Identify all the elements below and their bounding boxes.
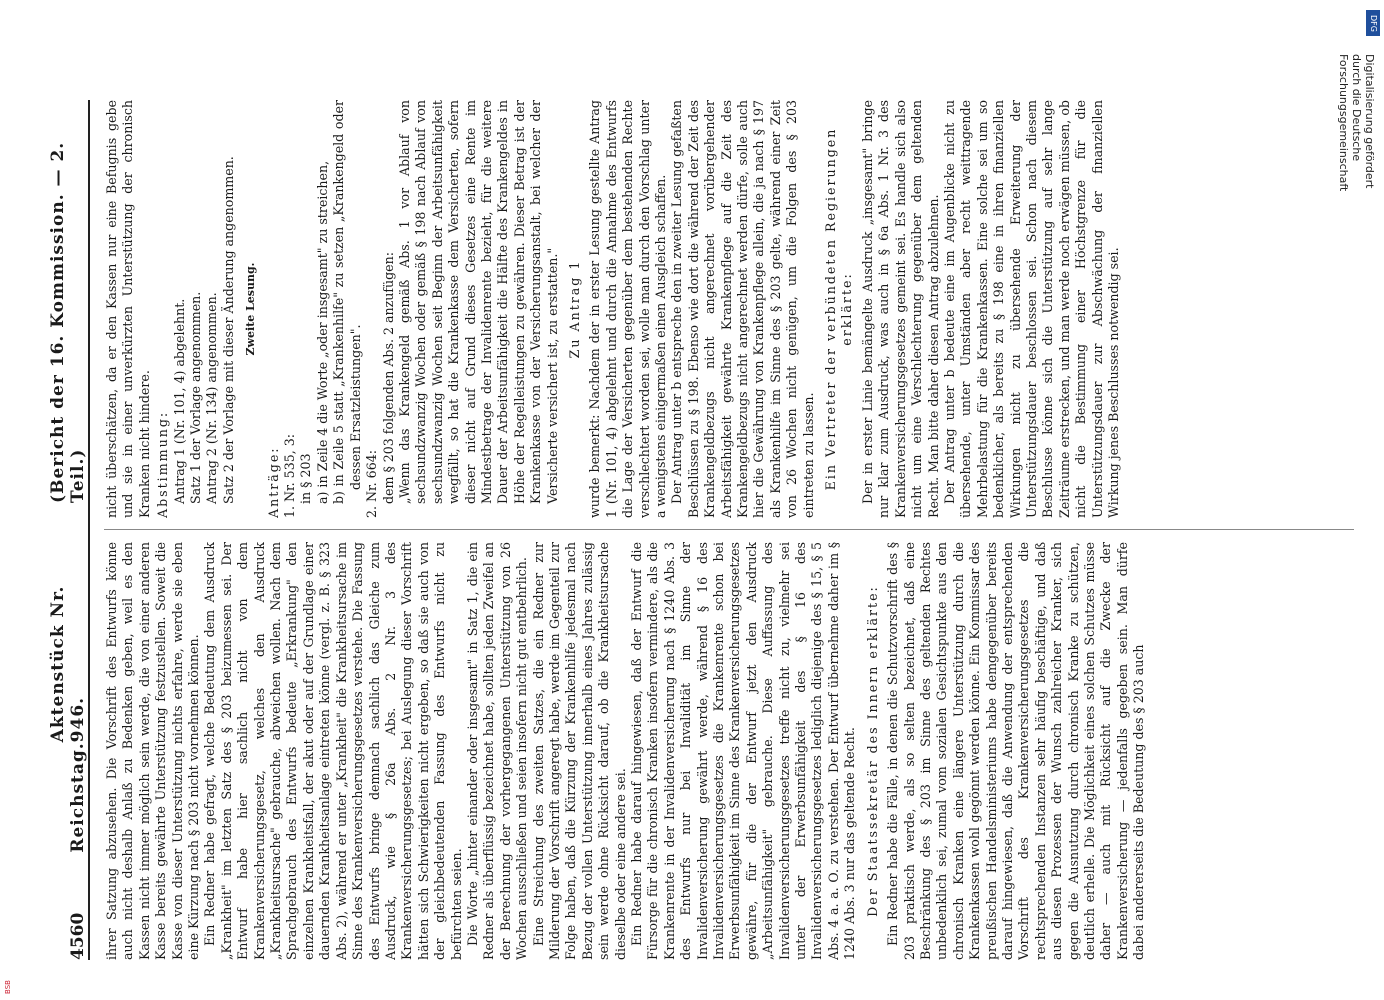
- vote-item: Satz 2 der Vorlage mit dieser Änderung angenommen.: [220, 156, 236, 504]
- vote-item: Antrag 1 (Nr. 101, 4) abgelehnt.: [171, 298, 187, 504]
- motion-item: b) in Zeile 5 statt „Krankenhilfe" zu setzen „Krankengeld oder dessen Ersatzleistungen".: [331, 100, 363, 504]
- paragraph: ihrer Satzung abzusehen. Die Vorschrift des Entwurfs könne auch nicht deshalb Anlaß zu Bedenken geben, weil es den Kassen nicht immer möglich sein werde, die von einer anderen Kasse bereits gewährte Unterstützung festzustellen. Soweit die Kasse von dieser Unterstützung nichts erfahre, werde sie eben eine Kürzung nach § 203 nicht vornehmen können.: [104, 542, 202, 960]
- section-heading: Zweite Lesung.: [244, 262, 258, 356]
- running-head-right: (Bericht der 16. Kommission. — 2. Teil.): [48, 141, 88, 503]
- paragraph: Ein Redner habe darauf hingewiesen, daß der Entwurf die Fürsorge für die chronisch Kranken insofern vermindere, als die Krankenrente in der Invalidenversicherung nach § 1240 Abs. 3 des Entwurfs nur bei Invalidität im Sinne der Invalidenversicherung gewährt werde, während § 16 des Invalidenversicherungsgesetzes die Krankenrente schon bei Erwerbsunfähigkeit im Sinne des Krankenversicherungsgesetzes gewähre, für die der Entwurf jetzt den Ausdruck „Arbeitsunfähigkeit" gebrauche. Diese Auffassung des Invalidenversicherungsgesetzes treffe nicht zu, vielmehr sei unter der Erwerbsunfähigkeit des § 16 des Invalidenversicherungsgesetzes lediglich diejenige des § 15, § 5 Abs. 4 a. a. O. zu verstehen. Der Entwurf übernehme daher im § 1240 Abs. 3 nur das geltende Recht.: [629, 542, 858, 960]
- paragraph: Eine Streichung des zweiten Satzes, die ein Redner zur Milderung der Vorschrift angeregt habe, werde im Gegenteil zur Folge haben, daß die Kürzung der Krankenhilfe jedesmal nach Bezug der vollen Unterstützung innerhalb eines Jahres zulässig sein werde ohne Rücksicht darauf, ob die Krankheitsursache dieselbe oder eine andere sei.: [530, 542, 628, 960]
- paragraph: Der Antrag unter b bedeute eine im Augenblicke nicht zu übersehende, unter Umständen aber recht weittragende Mehrbelastung für die Krankenkassen. Eine solche sei um so bedenklicher, als bereits zu § 198 eine in ihren finanziellen Wirkungen nicht zu übersehende Erweiterung der Unterstützungsdauer beschlossen sei. Schon nach diesem Beschlusse könne sich die Unterstützung auf sehr lange Zeiträume erstrecken, und man werde noch erwägen müssen, ob nicht die Bestimmung einer Höchstgrenze für die Unterstützungsdauer zur Abschwächung der finanziellen Wirkung jenes Beschlusses notwendig sei.: [941, 100, 1121, 518]
- section-heading: Ein Vertreter der verbündeten Regierungen erklärte:: [823, 127, 855, 491]
- section-heading: Zu Antrag 1: [566, 259, 582, 359]
- credit-text: Digitalisierung gefördert durch die Deutsche Forschungsgemeinschaft: [1337, 54, 1376, 192]
- paragraph: Ein Redner habe die Fälle, in denen die Schutzvorschrift des § 203 praktisch werde, als so selten bezeichnet, daß eine Beschränkung des § 203 im Sinne des geltenden Rechtes unbedenklich sei, zumal vom sozialen Gesichtspunkte aus den chronisch Kranken eine längere Unterstützung durch die Krankenkassen wohl gegönnt werden könne. Ein Kommissar des preußischen Handelsministeriums habe demgegenüber bereits darauf hingewiesen, daß die Anwendung der entsprechenden Vorschrift des Krankenversicherungsgesetzes die rechtsprechenden Instanzen sehr häufig beschäftige, und daß aus diesen Prozessen der Wunsch zahlreicher Kranker, sich gegen die Ausnutzung durch chronisch Kranke zu schützen, deutlich erhelle. Die Möglichkeit eines solchen Schutzes müsse daher — auch mit Rücksicht auf die Zwecke der Krankenversicherung — jedenfalls gegeben sein. Man dürfe dabei andererseits die Bedeutung des § 203 auch: [885, 542, 1147, 960]
- paragraph: Die Worte „hinter einander oder insgesamt" in Satz 1, die ein Redner als überflüssig bezeichnet habe, sollten jeden Zweifel an der Berechnung der vorhergegangenen Unterstützung von 26 Wochen ausschließen und seien insofern nicht gut entbehrlich.: [464, 542, 530, 960]
- vote-item: Antrag 2 (Nr. 134) angenommen.: [204, 292, 220, 504]
- page-header: [48, 100, 90, 960]
- section-heading: Der Staatssekretär des Innern erklärte:: [864, 585, 880, 917]
- right-column: [104, 100, 1354, 518]
- library-stamp: BSB: [4, 980, 12, 994]
- paragraph: nicht überschätzen, da er den Kassen nur eine Befugnis gebe und sie in einer unverkürzten Unterstützung der chronisch Kranken nicht hindere.: [104, 100, 152, 518]
- running-head-left: Reichstag.: [68, 742, 88, 853]
- motion-item: a) in Zeile 4 die Worte „oder insgesamt" zu streichen,: [314, 160, 330, 504]
- motion-quote: „Wenn das Krankengeld gemäß Abs. 1 vor Ablauf von sechsundzwanzig Wochen oder gemäß § 198 nach Ablauf von sechsundzwanzig Wochen seit Beginn der Arbeitsunfähigkeit wegfällt, so hat die Krankenkasse dem Versicherten, sofern dieser nicht auf Grund dieses Gesetzes eine Rente im Mindestbetrage der Invalidenrente bezieht, für die weitere Dauer der Arbeitsunfähigkeit die Hälfte des Krankengeldes in Höhe der Regelleistungen zu gewähren. Dieser Betrag ist der Krankenkasse von der Versicherungsanstalt, bei welcher der Versicherte versichert ist, zu erstatten.": [396, 100, 560, 504]
- paragraph: Der Antrag unter b entspreche den in zweiter Lesung gefaßten Beschlüssen zu § 198. Ebenso wie dort die während der Zeit des Krankengeldbezugs nicht angerechnet vorübergehender Arbeitsfähigkeit gewährte Krankenpflege auf die Zeit des Krankengeldbezugs nicht angerechnet werden dürfe, solle auch hier die Gewährung von Krankenpflege allein, die ja nach § 197 als Krankenhilfe im Sinne des § 203 gelte, während einer Zeit von 26 Wochen nicht genügen, um die Folgen des § 203 eintreten zu lassen.: [669, 100, 816, 518]
- column-divider: [104, 529, 1354, 530]
- paragraph: wurde bemerkt: Nachdem der in erster Lesung gestellte Antrag 1 (Nr. 101, 4) abgelehnt und durch die Annahme des Entwurfs die Lage der Versicherten gegenüber dem bestehenden Rechte verschlechtert worden sei, wolle man durch den Vorschlag unter a wenigstens einigermaßen einen Ausgleich schaffen.: [587, 100, 668, 518]
- motion-item: in § 203: [298, 453, 314, 504]
- section-heading: Anträge:: [265, 446, 281, 518]
- running-head-center: Aktenstück Nr. 946.: [48, 585, 88, 743]
- section-heading: Abstimmung:: [155, 410, 171, 518]
- motion-item: 1. Nr. 535, 3:: [282, 434, 298, 518]
- paragraph: Ein Redner habe gefragt, welche Bedeutung dem Ausdruck „Krankheit" im letzten Satz des § 203 beizumessen sei. Der Entwurf habe hier sachlich nicht von dem Krankenversicherungsgesetz, welches den Ausdruck „Krankheitsursache" gebrauche, abweichen wollen. Nach dem Sprachgebrauch des Entwurfs bedeute „Erkrankung" den einzelnen Krankheitsfall, der akut oder auf der Grundlage einer dauernden Krankheitsanlage eintreten könne (vergl. z. B. § 323 Abs. 2), während er unter „Krankheit" die Krankheitsursache im Sinne des Krankenversicherungsgesetzes verstehe. Die Fassung des Entwurfs bringe demnach sachlich das Gleiche zum Ausdruck, wie § 26a Abs. 2 Nr. 3 des Krankenversicherungsgesetzes; bei Auslegung dieser Vorschrift hätten sich Schwierigkeiten nicht ergeben, so daß sie auch von der gleichbedeutenden Fassung des Entwurfs nicht zu befürchten seien.: [202, 542, 464, 960]
- left-column: [104, 542, 1354, 960]
- vote-item: Satz 1 der Vorlage angenommen.: [188, 291, 204, 504]
- paragraph: Der in erster Linie bemängelte Ausdruck „insgesamt" bringe nur klar zum Ausdruck, was auch in § 6a Abs. 1 Nr. 3 des Krankenversicherungsgesetzes gemeint sei. Es handle sich also nicht um eine Verschlechterung gegenüber dem geltenden Recht. Man bitte daher diesen Antrag abzulehnen.: [859, 100, 941, 518]
- document-page: [22, 100, 1362, 960]
- motion-item: dem § 203 folgenden Abs. 2 anzufügen:: [380, 252, 396, 504]
- dfg-logo: DFG: [1366, 10, 1380, 36]
- page-number: 4560: [68, 912, 88, 960]
- motion-item: 2. Nr. 664:: [364, 450, 380, 518]
